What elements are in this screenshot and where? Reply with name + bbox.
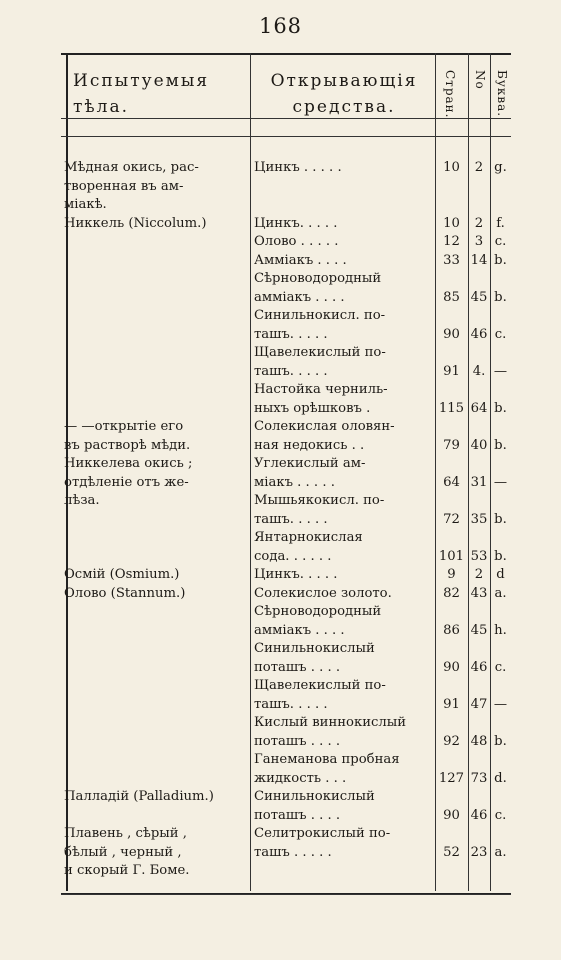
letter-cell: c. <box>494 326 507 342</box>
reagent-cell: Синильнокислый <box>254 641 375 656</box>
letter-cell: g. <box>494 160 507 175</box>
reagent-cell: сода. . . . . . <box>254 548 332 564</box>
letter-cell: b. <box>494 548 507 564</box>
letter-cell: — <box>493 474 508 490</box>
header-letter: Буква. <box>495 70 509 118</box>
number-cell: 2 <box>474 215 484 231</box>
reagent-cell: Олово . . . . . <box>254 234 339 249</box>
number-cell: 45 <box>470 289 488 305</box>
column-rule-page <box>468 53 469 891</box>
reagent-cell: Углекислый ам- <box>254 456 366 471</box>
substance-cell: Плавень , сѣрый , <box>64 826 187 841</box>
substance-cell: и скорый Г. Боме. <box>64 863 190 878</box>
reagent-cell: Сѣрноводородный <box>254 604 382 619</box>
column-rule-substances <box>250 53 251 891</box>
substance-cell: творенная въ ам- <box>64 178 184 194</box>
page-cell: 101 <box>438 548 465 564</box>
substance-cell: Никкелева окись ; <box>64 456 193 471</box>
reagent-cell: Щавелекислый по- <box>254 345 386 360</box>
number-cell: 64 <box>470 400 488 416</box>
number-cell: 48 <box>470 733 488 749</box>
substance-cell: Мѣдная окись, рас- <box>64 160 199 175</box>
number-cell: 3 <box>474 234 484 249</box>
reagent-cell: ташъ . . . . . <box>254 844 332 860</box>
letter-cell: d <box>496 567 505 582</box>
number-cell: 2 <box>474 567 484 582</box>
page-cell: 90 <box>443 807 460 823</box>
reagent-cell: ташъ. . . . . <box>254 511 328 527</box>
reagent-cell: Щавелекислый по- <box>254 678 386 693</box>
substance-cell: — —открытіе его <box>64 419 184 434</box>
number-cell: 45 <box>470 622 488 638</box>
reagent-cell: поташъ . . . . <box>254 659 341 675</box>
reagent-cell: Солекислое золото. <box>254 585 392 601</box>
number-cell: 47 <box>470 696 488 712</box>
number-cell: 73 <box>470 770 488 786</box>
header-rule-double <box>61 136 511 137</box>
number-cell: 40 <box>470 437 488 453</box>
substance-cell: Никкель (Niccolum.) <box>64 215 207 231</box>
letter-cell: — <box>493 363 508 379</box>
number-cell: 46 <box>470 659 488 675</box>
letter-cell: b. <box>494 289 507 305</box>
reagent-cell: Сѣрноводородный <box>254 271 382 286</box>
reagent-cell: ташъ. . . . . <box>254 696 328 712</box>
letter-cell: — <box>493 696 508 712</box>
number-cell: 31 <box>470 474 488 490</box>
number-cell: 2 <box>474 160 484 175</box>
reagent-cell: Цинкъ . . . . . <box>254 160 342 175</box>
reagent-cell: жидкость . . . <box>254 770 347 786</box>
page-cell: 91 <box>443 363 460 379</box>
reagent-cell: амміакъ . . . . <box>254 622 345 638</box>
substance-cell: Осмій (Osmium.) <box>64 567 180 582</box>
page-cell: 86 <box>443 622 460 638</box>
letter-cell: a. <box>494 844 507 860</box>
substance-cell: Олово (Stannum.) <box>64 585 186 601</box>
page-cell: 85 <box>443 289 460 305</box>
page-cell: 72 <box>443 511 460 527</box>
column-rule-number <box>490 53 491 891</box>
substance-cell: отдѣленіе отъ же- <box>64 474 189 490</box>
letter-cell: b. <box>494 400 507 416</box>
reagent-cell: Янтарнокислая <box>254 530 363 545</box>
number-cell: 35 <box>470 511 488 527</box>
reagent-cell: ташъ. . . . . <box>254 326 328 342</box>
page-cell: 79 <box>443 437 460 453</box>
column-rule-reagents <box>435 53 436 891</box>
number-cell: 46 <box>470 807 488 823</box>
page-cell: 33 <box>443 252 460 268</box>
letter-cell: c. <box>494 234 507 249</box>
reagent-cell: Ганеманова пробная <box>254 752 400 767</box>
page-cell: 52 <box>443 844 460 860</box>
number-cell: 14 <box>470 252 488 268</box>
number-cell: 4. <box>472 363 486 379</box>
number-cell: 53 <box>470 548 488 564</box>
letter-cell: h. <box>494 622 507 638</box>
reagent-cell: Синильнокисл. по- <box>254 308 386 323</box>
header-page: Стран. <box>443 70 457 119</box>
reagent-cell: ташъ. . . . . <box>254 363 328 379</box>
page-cell: 12 <box>443 234 460 249</box>
letter-cell: b. <box>494 733 507 749</box>
page-cell: 9 <box>447 567 456 582</box>
reagent-cell: Кислый виннокислый <box>254 715 407 730</box>
header-reagents: Открывающія средства. <box>270 71 418 117</box>
reagent-cell: поташъ . . . . <box>254 807 341 823</box>
page-cell: 91 <box>443 696 460 712</box>
letter-cell: c. <box>494 659 507 675</box>
reagent-cell: міакъ . . . . . <box>254 474 335 490</box>
reagent-cell: Амміакъ . . . . <box>254 252 347 268</box>
substance-cell: лѣза. <box>64 493 100 508</box>
page-cell: 64 <box>443 474 460 490</box>
page-cell: 90 <box>443 659 460 675</box>
substance-cell: міакѣ. <box>64 197 107 212</box>
letter-cell: c. <box>494 807 507 823</box>
header-number: No <box>473 70 487 90</box>
letter-cell: a. <box>494 585 507 601</box>
reagent-cell: Синильнокислый <box>254 789 375 804</box>
letter-cell: b. <box>494 437 507 453</box>
number-cell: 23 <box>470 844 488 860</box>
page-cell: 82 <box>443 585 460 601</box>
reagent-cell: Цинкъ. . . . . <box>254 215 338 231</box>
page-cell: 90 <box>443 326 460 342</box>
page-cell: 127 <box>438 770 465 786</box>
page-cell: 92 <box>443 733 460 749</box>
letter-cell: b. <box>494 252 507 268</box>
substance-cell: въ растворѣ мѣди. <box>64 437 191 453</box>
substance-cell: Палладій (Palladium.) <box>64 789 214 804</box>
substance-cell: бѣлый , черный , <box>64 844 182 860</box>
page-cell: 10 <box>443 215 460 231</box>
reagent-cell: ныхъ орѣшковъ . <box>254 400 371 416</box>
reagent-cell: поташъ . . . . <box>254 733 341 749</box>
page-cell: 10 <box>443 160 460 175</box>
letter-cell: f. <box>496 215 505 231</box>
reagent-cell: Селитрокислый по- <box>254 826 391 841</box>
reagent-cell: ная недокись . . <box>254 437 365 453</box>
reagent-cell: Мышьякокисл. по- <box>254 493 385 508</box>
header-substances: Испытуемыя тѣла. <box>73 71 210 117</box>
page-number: 168 <box>258 14 303 38</box>
reagent-cell: Солекислая оловян- <box>254 419 395 434</box>
reagent-cell: Цинкъ. . . . . <box>254 567 338 582</box>
number-cell: 43 <box>470 585 488 601</box>
letter-cell: b. <box>494 511 507 527</box>
bottom-rule <box>61 894 511 895</box>
page-cell: 115 <box>438 400 465 416</box>
reagent-cell: Настойка черниль- <box>254 382 388 397</box>
number-cell: 46 <box>470 326 488 342</box>
reagent-cell: амміакъ . . . . <box>254 289 345 305</box>
letter-cell: d. <box>494 770 507 786</box>
